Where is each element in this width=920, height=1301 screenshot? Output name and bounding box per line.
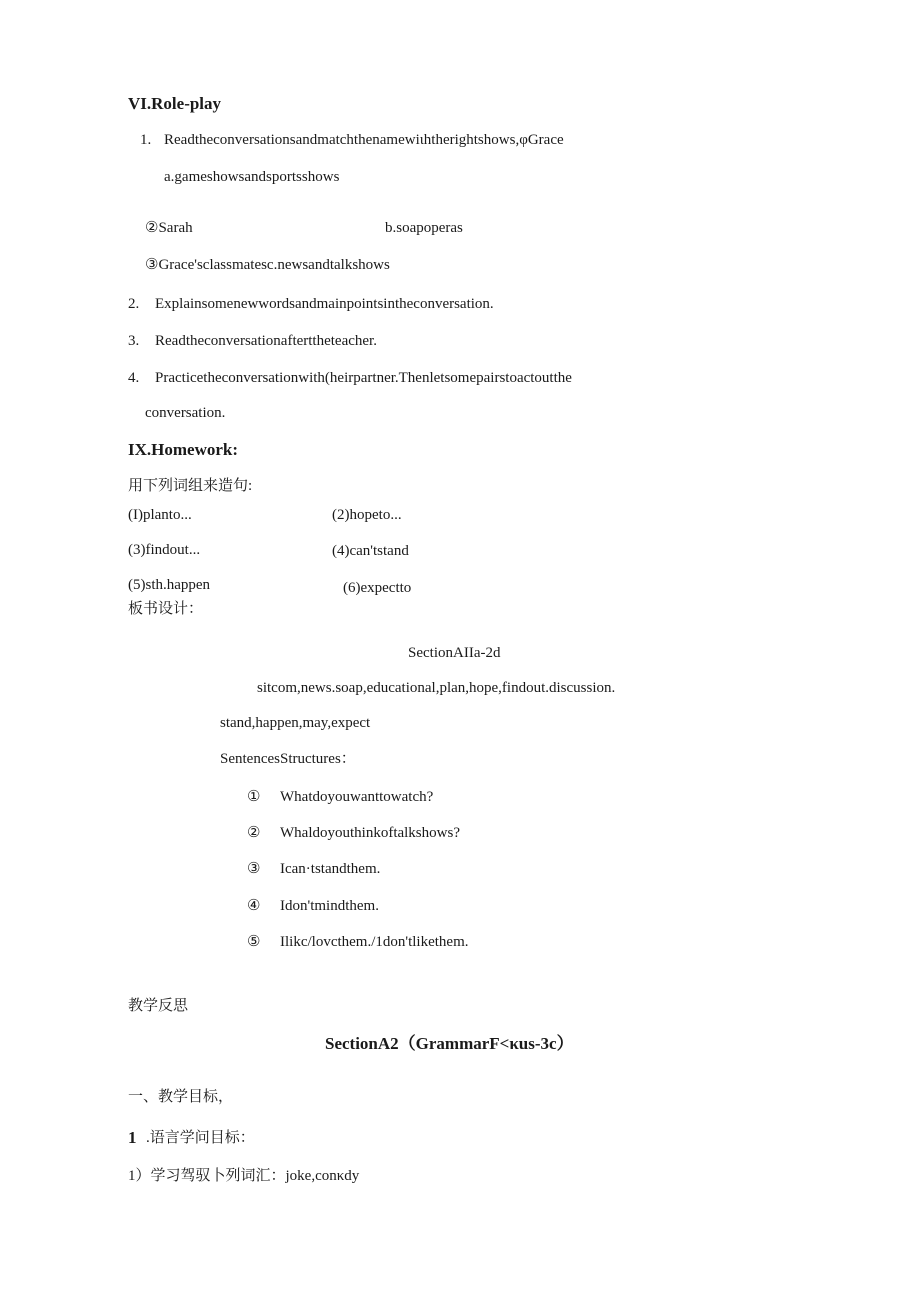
sentence-1-text: Whatdoyouwanttowatch? (280, 789, 434, 805)
board-words-line-1: sitcom,news.soap,educational,plan,hope,findout.discussion. (257, 680, 616, 696)
board-design-label: 板书设计： (128, 601, 204, 617)
phrase-6: (6)expectto (343, 580, 412, 596)
sentence-1-number: ① (247, 789, 261, 805)
sentence-3-text: Ican·tstandthem. (280, 861, 381, 877)
sentence-4-number: ④ (247, 898, 261, 914)
item-2-label: 2. (128, 296, 140, 312)
homework-heading: IX.Homework: (128, 440, 239, 459)
item-1-text: Readtheconversationsandmatchthenamewiιhtherightshows,φGrace (164, 132, 564, 148)
phrase-2: (2)hopeto... (332, 507, 402, 523)
sentence-4-text: Idon'tmindthem. (280, 898, 379, 914)
sentence-2-text: Whaldoyouthinkoftalkshows? (280, 825, 460, 841)
item-2-text: Explainsomenewwordsandmainpointsintheconversation. (155, 296, 494, 312)
item-4-label: 4. (128, 370, 140, 386)
board-title: SectionAIIa-2d (408, 645, 501, 661)
teaching-reflection-label: 教学反思 (128, 998, 189, 1014)
sentence-structures-label: SentencesStructures： (220, 751, 356, 767)
phrase-5: (5)sth.happen (128, 577, 211, 593)
language-objective-number: 1 (128, 1128, 137, 1147)
match-3: ③Grace'sclassmatesc.newsandtalkshows (145, 257, 390, 273)
sentence-5-number: ⑤ (247, 934, 261, 950)
item-1-option-a: a.gameshowsandsportsshows (164, 169, 340, 185)
homework-instruction: 用下列词组来造句: (128, 478, 253, 494)
item-3-label: 3. (128, 333, 140, 349)
teaching-objectives-heading: 一、教学目标， (128, 1089, 234, 1105)
phrase-4: (4)can'tstand (332, 543, 409, 559)
language-objective-text: .语言学问目标： (146, 1130, 255, 1146)
item-4-text: Practicetheconversationwith(heirpartner.Thenletsomepairstoactoutthe (155, 370, 572, 386)
match-2-name: ②Sarah (145, 220, 193, 236)
sentence-5-text: Ilikc/lovcthem./1don'tlikethem. (280, 934, 469, 950)
match-2-option: b.soapoperas (385, 220, 463, 236)
phrase-1: (I)planto... (128, 507, 192, 523)
item-4-continuation: conversation. (145, 405, 226, 421)
phrase-3: (3)findout... (128, 542, 201, 558)
board-words-line-2: stand,happen,may,expect (220, 715, 371, 731)
role-play-heading: VI.Role-play (128, 94, 222, 113)
sentence-3-number: ③ (247, 861, 261, 877)
item-3-text: Readtheconversationafterttheteacher. (155, 333, 377, 349)
item-1-label: 1. (140, 132, 152, 148)
sentence-2-number: ② (247, 825, 261, 841)
vocabulary-line: 1）学习驾驭卜列词汇：joke,conκdy (128, 1168, 360, 1184)
section-title: SectionA2（GrammarF<κus-3c） (325, 1034, 574, 1053)
